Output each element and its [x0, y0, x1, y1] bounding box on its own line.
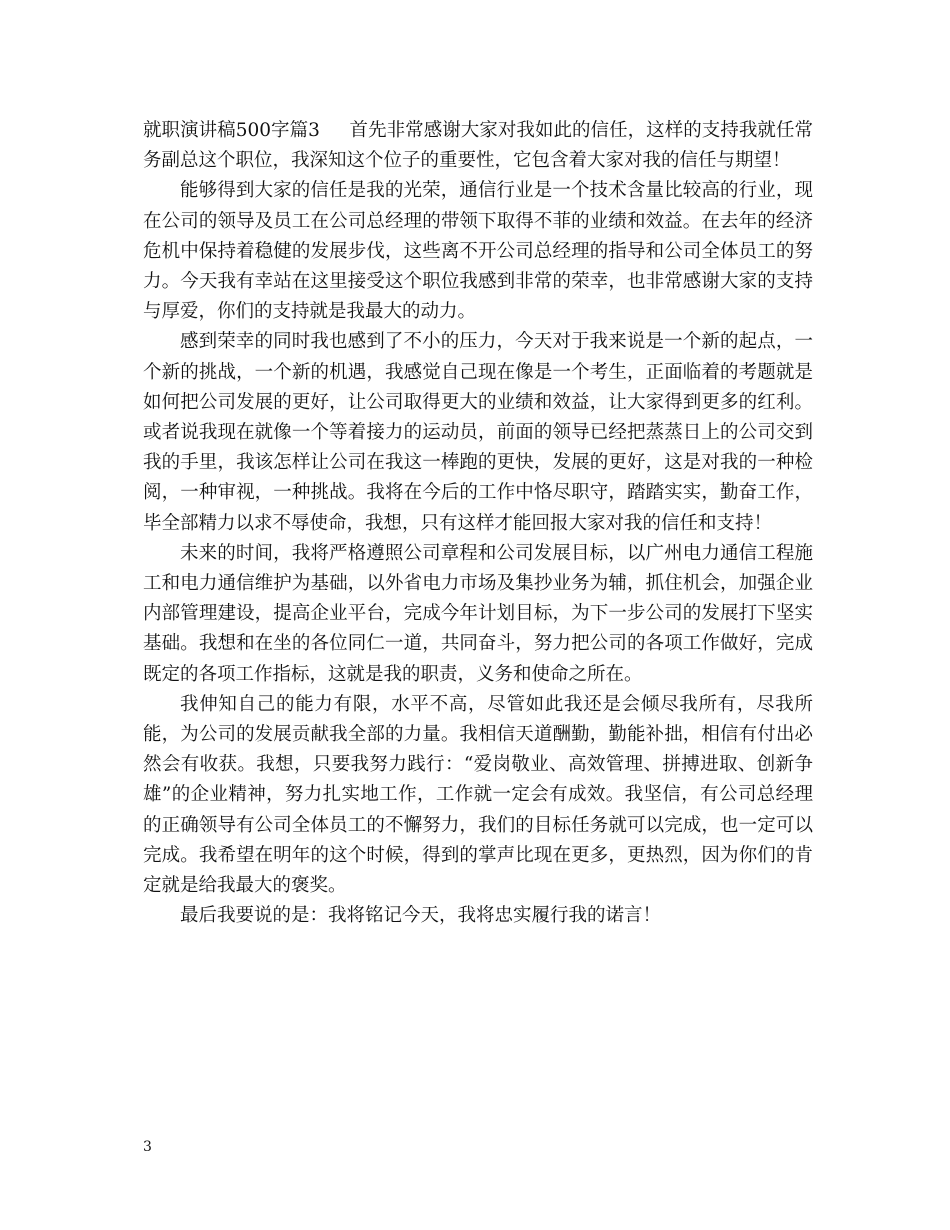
document-title: 就职演讲稿500字篇3	[143, 120, 320, 141]
paragraph-1-text: 首先非常感谢大家对我如此的信任，这样的支持我就任常务副总这个职位，我深知这个位子的重要性，它包含着大家对我的信任与期望！	[143, 120, 813, 172]
paragraph-4: 未来的时间，我将严格遵照公司章程和公司发展目标，以广州电力通信工程施工和电力通信维护为基础，以外省电力市场及集抄业务为辅，抓住机会，加强企业内部管理建设，提高企业平台，完成今年计划目标，为下一步公司的发展打下坚实基础。我想和在坐的各位同仁一道，共同奋斗，努力把公司的各项工作做好，完成既定的各项工作指标，这就是我的职责，义务和使命之所在。	[143, 542, 813, 685]
paragraph-2: 能够得到大家的信任是我的光荣，通信行业是一个技术含量比较高的行业，现在公司的领导及员工在公司总经理的带领下取得不菲的业绩和效益。在去年的经济危机中保持着稳健的发展步伐，这些离不开公司总经理的指导和公司全体员工的努力。今天我有幸站在这里接受这个职位我感到非常的荣幸，也非常感谢大家的支持与厚爱，你们的支持就是我最大的动力。	[143, 180, 813, 323]
paragraph-1	[143, 116, 813, 176]
page-number: 3	[143, 1139, 152, 1155]
paragraph-5: 我伸知自己的能力有限，水平不高，尽管如此我还是会倾尽我所有，尽我所能，为公司的发展贡献我全部的力量。我相信天道酬勤，勤能补拙，相信有付出必然会有收获。我想，只要我努力践行：“爱岗敬业、高效管理、拼搏进取、创新争雄”的企业精神，努力扎实地工作，工作就一定会有成效。我坚信，有公司总经理的正确领导有公司全体员工的不懈努力，我们的目标任务就可以完成，也一定可以完成。我希望在明年的这个时候，得到的掌声比现在更多，更热烈，因为你们的肯定就是给我最大的褒奖。	[143, 693, 813, 897]
paragraph-3: 感到荣幸的同时我也感到了不小的压力，今天对于我来说是一个新的起点，一个新的挑战，一个新的机遇，我感觉自己现在像是一个考生，正面临着的考题就是如何把公司发展的更好，让公司取得更大的业绩和效益，让大家得到更多的红利。或者说我现在就像一个等着接力的运动员，前面的领导已经把蒸蒸日上的公司交到我的手里，我该怎样让公司在我这一棒跑的更快，发展的更好，这是对我的一种检阅，一种审视，一种挑战。我将在今后的工作中恪尽职守，踏踏实实，勤奋工作，毕全部精力以求不辱使命，我想，只有这样才能回报大家对我的信任和支持！	[143, 331, 813, 534]
document-body	[143, 116, 813, 931]
paragraph-6: 最后我要说的是：我将铭记今天，我将忠实履行我的诺言！	[180, 905, 662, 927]
